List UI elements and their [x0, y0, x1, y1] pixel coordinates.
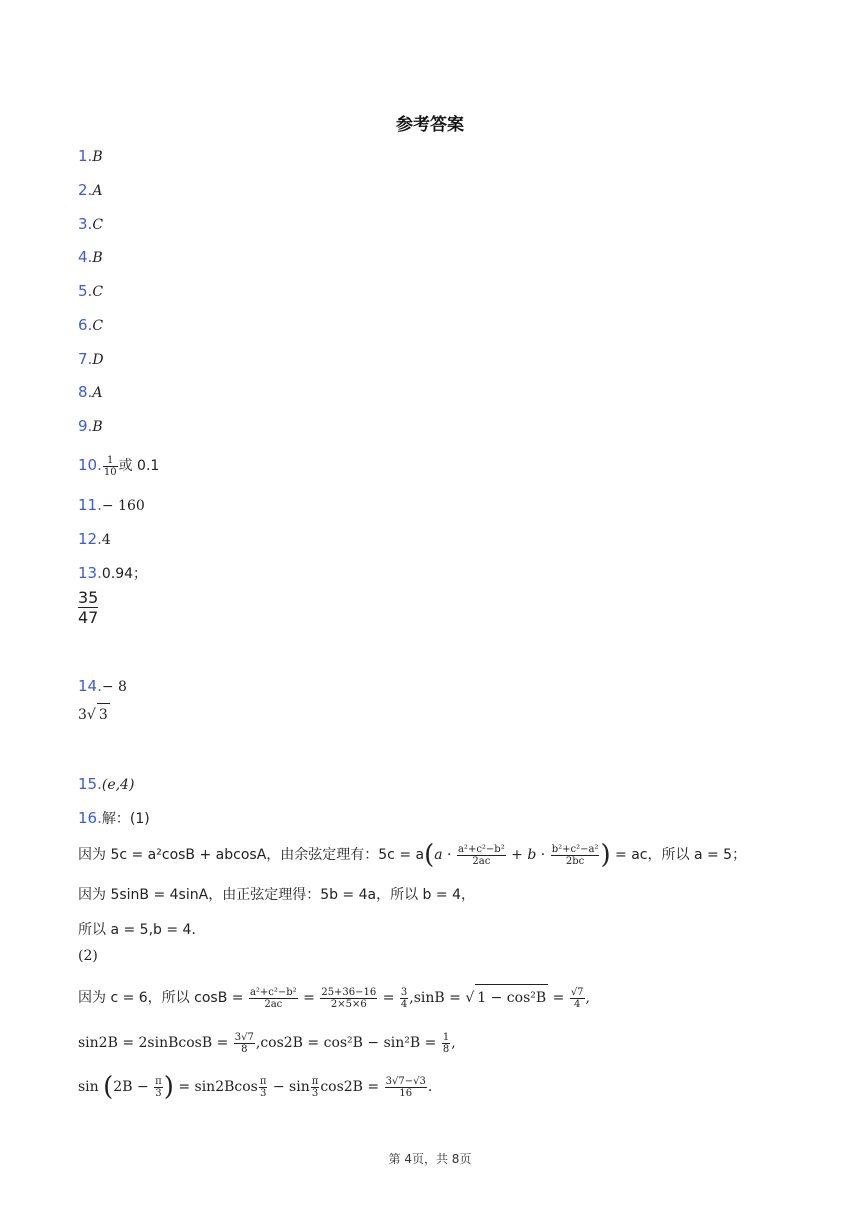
denominator: 3 — [259, 1087, 267, 1099]
solution-line-2 — [78, 882, 475, 908]
text: = sin2Bcos — [178, 1079, 258, 1095]
numerator: 35 — [78, 588, 99, 607]
solution-part-2 — [78, 943, 98, 969]
radicand: 3 — [97, 703, 110, 726]
answer-9 — [78, 415, 103, 437]
paren-open: ( — [103, 1072, 114, 1102]
answer-value: A — [92, 183, 103, 199]
text: 所以 a = 5,b = 4． — [78, 922, 206, 938]
numerator: a²+c²−b² — [457, 843, 505, 855]
solution-line-5: sin2B = 2sinBcosB = $\frac{3√7}{8}$ ,cos2B = cos²B − sin²B = $\frac{1}{8}$ , — [78, 1031, 456, 1055]
answer-number: 11. — [78, 496, 102, 514]
fraction — [103, 455, 118, 478]
answer-number: 12. — [78, 530, 102, 548]
numerator: 3√7−√3 — [385, 1075, 426, 1087]
answer-13 — [78, 562, 147, 584]
answer-14 — [78, 675, 127, 697]
denominator: 2ac — [472, 855, 491, 867]
answer-15 — [78, 773, 134, 795]
answer-number: 1. — [78, 147, 93, 165]
answer-value: (e,4) — [101, 777, 135, 793]
answer-number: 13. — [78, 564, 102, 582]
fraction — [385, 1076, 427, 1099]
text: sin2B = 2sinBcosB = — [78, 1035, 229, 1051]
answer-16 — [78, 807, 150, 829]
numerator: π — [155, 1075, 162, 1087]
answer-number: 16. — [78, 809, 102, 827]
fraction — [154, 1076, 163, 1099]
solution-line-4: 因为 c = 6，所以 cosB = $\frac{\text{a²+c²−b²}}{2ac}$ = $\frac{25+36-16}{2\times 5\times 6}$ = $\frac{3}{4}$ ,sinB = √ 1 − cos²B = $\frac{√7}{4}$ , — [78, 984, 590, 1011]
denominator: 47 — [78, 608, 99, 627]
page-footer: 第 4页，共 8页 — [388, 1152, 472, 1166]
answer-number: 3. — [78, 215, 93, 233]
solution-line-6: sin (2B − $\frac{\pi}{3}$ ) = sin2Bcos $\frac{\pi}{3}$ − sin $\frac{\pi}{3}$ cos2B = $\frac{3√7-√3}{16}$ . — [78, 1072, 433, 1102]
denominator: 2bc — [565, 855, 585, 867]
answer-11 — [78, 494, 145, 516]
answer-number: 9. — [78, 417, 93, 435]
answer-value: C — [92, 318, 104, 334]
answer-4 — [78, 246, 103, 268]
paren-close: ) — [600, 840, 611, 870]
coefficient: 3 — [78, 707, 87, 723]
answer-value: C — [92, 217, 104, 233]
numerator: √7 — [570, 986, 584, 998]
denominator: 2×5×6 — [330, 998, 367, 1010]
answer-number: 7. — [78, 350, 93, 368]
var-a: a — [434, 847, 443, 863]
answer-value: − 160 — [101, 498, 145, 514]
denominator: 3 — [155, 1087, 162, 1099]
numerator: a²+c²−b² — [249, 986, 297, 998]
var-b: b — [527, 847, 537, 863]
text: ,sinB = — [409, 990, 461, 1006]
answer-number: 2. — [78, 181, 93, 199]
paren-close: ) — [163, 1072, 174, 1102]
answer-value: 4 — [101, 532, 111, 548]
numerator: 3√7 — [234, 1031, 254, 1043]
answer-number: 14. — [78, 677, 102, 695]
answer-value: A — [92, 385, 103, 401]
fraction — [570, 987, 585, 1010]
text: 因为 5sinB = 4sinA，由正弦定理得：5b = 4a，所以 b = 4， — [78, 887, 475, 903]
text: − sin — [272, 1079, 310, 1095]
answer-2 — [78, 179, 102, 201]
answer-10 — [78, 454, 159, 476]
solution-head: 解：(1) — [101, 811, 150, 827]
paren-open: ( — [424, 840, 435, 870]
answer-number: 4. — [78, 248, 93, 266]
denominator: 3 — [311, 1087, 319, 1099]
denominator: 8 — [442, 1043, 450, 1055]
answer-1 — [78, 145, 103, 167]
answer-value: B — [92, 250, 103, 266]
denominator: 2ac — [264, 998, 283, 1010]
fraction — [400, 987, 408, 1010]
answer-value: 0.94； — [101, 566, 148, 582]
denominator: 8 — [241, 1043, 248, 1055]
fraction — [442, 1032, 450, 1055]
numerator: b²+c²−a² — [551, 843, 599, 855]
fraction — [259, 1076, 268, 1099]
answer-value: C — [92, 284, 104, 300]
text: = ac，所以 a = 5； — [615, 847, 747, 863]
text: ,cos2B = cos²B − sin²B = — [255, 1035, 437, 1051]
numerator: π — [311, 1075, 319, 1087]
fraction — [311, 1076, 320, 1099]
numerator: 1 — [103, 455, 118, 467]
text: 因为 c = 6，所以 cosB = — [78, 990, 244, 1006]
fraction — [457, 844, 506, 867]
answer-number: 6. — [78, 316, 93, 334]
answer-value: D — [92, 352, 104, 368]
text: cos2B = — [320, 1079, 380, 1095]
solution-line-1: 因为 5c = a²cosB + abcosA，由余弦定理有：5c = a(a · $\frac{\text{a²+c²−b²}}{2ac}$ + b · $\frac{\text{b²+c²−a²}}{2bc}$ ) = ac，所以 a = 5； — [78, 840, 747, 870]
fraction-35-47 — [78, 588, 98, 627]
answer-12 — [78, 528, 111, 550]
fraction — [320, 987, 377, 1010]
answer-7 — [78, 348, 104, 370]
solution-line-3 — [78, 917, 205, 943]
answer-5 — [78, 280, 103, 302]
fraction — [551, 844, 600, 867]
answer-3 — [78, 213, 103, 235]
denominator: 4 — [573, 998, 581, 1010]
numerator: π — [259, 1075, 267, 1087]
fraction — [234, 1032, 255, 1055]
radicand: 1 − cos²B — [475, 984, 548, 1011]
text: (2) — [78, 948, 98, 964]
answer-number: 10. — [78, 456, 102, 474]
numerator: 25+36−16 — [321, 986, 377, 998]
answer-value: − 8 — [101, 679, 127, 695]
page-title: 参考答案 — [396, 115, 464, 135]
text: 2B − — [113, 1079, 149, 1095]
answer-14-second: 3√ 3 — [78, 703, 110, 725]
text: 因为 5c = a²cosB + abcosA，由余弦定理有：5c = a — [78, 847, 425, 863]
numerator: 3 — [400, 986, 408, 998]
answer-number: 8. — [78, 383, 93, 401]
answer-value: 或 0.1 — [118, 458, 160, 474]
answer-number: 5. — [78, 282, 93, 300]
fraction — [249, 987, 298, 1010]
numerator: 1 — [442, 1031, 450, 1043]
denominator: 10 — [103, 466, 117, 478]
denominator: 4 — [400, 998, 408, 1010]
answer-6 — [78, 314, 103, 336]
text: sin — [78, 1079, 99, 1095]
answer-number: 15. — [78, 775, 102, 793]
answer-value: B — [92, 419, 103, 435]
denominator: 16 — [399, 1087, 413, 1099]
answer-value: B — [92, 149, 103, 165]
answer-8 — [78, 381, 102, 403]
